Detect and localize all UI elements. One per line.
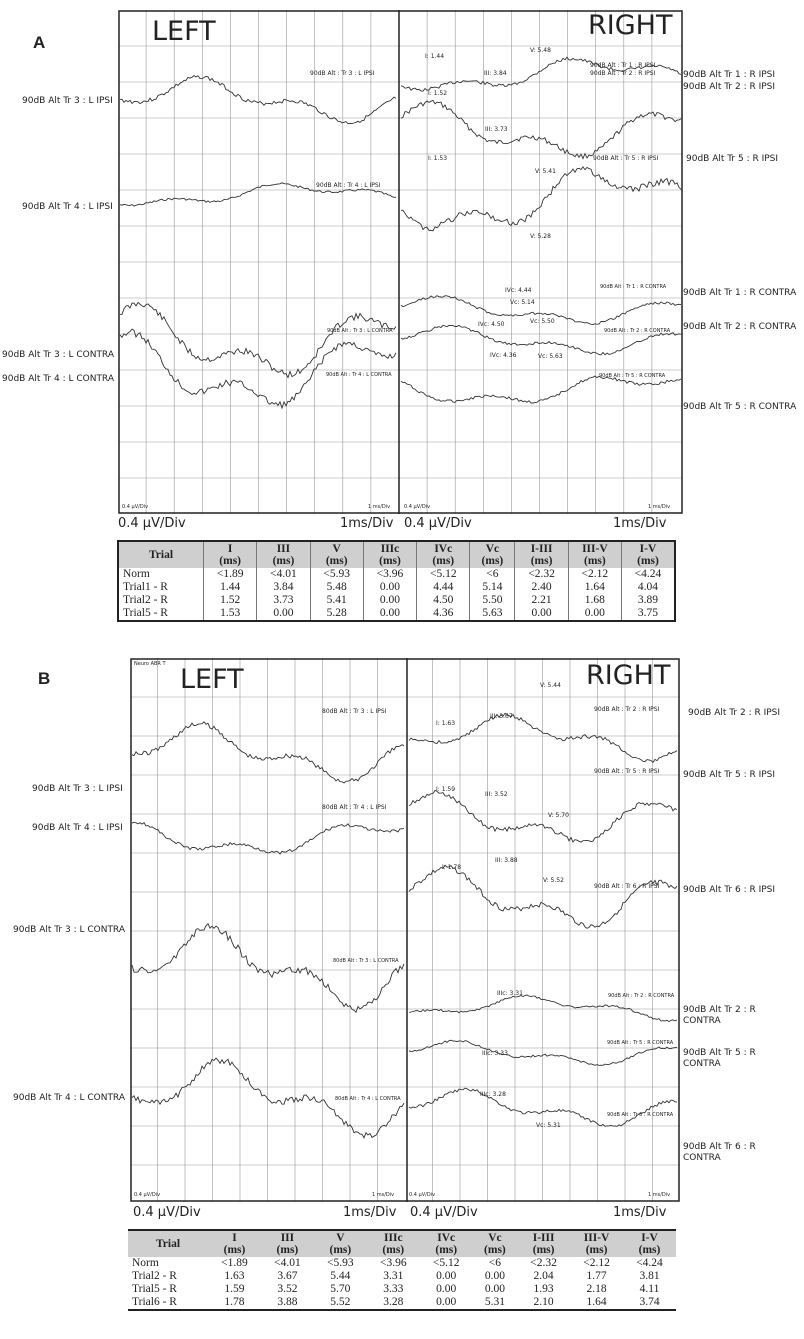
panel-b-peak-label: V: 5.44 [540,682,561,689]
panel-b-peak-label: IIIc: 3.28 [480,1091,506,1098]
table-header [367,1231,420,1257]
table-cell: 5.63 [470,607,515,620]
header-label: IIIc [384,1232,403,1244]
table-cell: 3.33 [383,1283,404,1295]
panel-a-right-label: 90dB Alt Tr 2 : R IPSI [683,82,776,92]
table-header [570,1231,623,1257]
table-header [515,542,568,568]
panel-b-right-label: 90dB Alt Tr 5 : R IPSI [683,770,776,780]
panel-a-right-label: 90dB Alt Tr 1 : R CONTRA [683,288,797,298]
header-unit: (ms) [276,1244,299,1256]
panel-a-letter: A [33,33,46,52]
table-cell: 3.75 [637,607,659,619]
table-cell: 3.67 [277,1270,298,1282]
table-cell: 0.00 [436,1270,457,1282]
table-header [119,542,204,568]
table-cell: <3.96 [379,1257,407,1269]
table-cell: 1.77 [586,1270,607,1282]
panel-a-peak-label: I: 1.53 [428,155,448,162]
table-row [119,607,674,620]
header-label: IVc [437,1232,456,1244]
panel-a-peak-label: I: 1.44 [425,53,445,60]
trace-right-contra-5 [401,376,681,403]
panel-b-peak-label: IIIc: 3.31 [497,990,523,997]
panel-a-inner-label: 90dB Alt : Tr 5 : R IPSI [593,155,659,162]
panel-b-inner-label: 80dB Alt : Tr 4 : L IPSI [322,804,387,811]
header-label: Trial [155,1238,181,1250]
trace-right-ipsi-2 [401,100,681,158]
table-cell: <1.89 [221,1257,248,1269]
panel-b-inner-label: 90dB Alt : Tr 6 : R IPSI [594,883,660,890]
panel-b-right-label: 90dB Alt Tr 2 : R CONTRA [683,1005,756,1026]
table-cell: 1.53 [204,607,257,620]
trace-left-contra-4 [120,329,396,408]
panel-a-results-table-frame [117,540,676,622]
panel-b-right-label: 90dB Alt Tr 6 : R CONTRA [683,1142,756,1163]
table-cell: Norm [132,1257,159,1269]
table-cell: 0.00 [568,607,621,620]
table-cell: 4.11 [639,1283,660,1295]
table-cell: 0.00 [436,1296,457,1308]
trace-right-ipsi-5 [401,167,681,231]
table-cell: 0.00 [363,594,416,607]
table-header [568,542,621,568]
header-unit: (ms) [530,555,553,567]
panel-a-peak-label: Vc: 5.14 [510,299,535,306]
table-row [128,1270,676,1283]
table-row [119,568,674,581]
panel-a-plot [118,10,683,514]
table-cell: 1.63 [224,1270,245,1282]
table-header [261,1231,314,1257]
panel-a-inner-label: 90dB Alt : Tr 2 : R CONTRA [604,328,671,334]
table-header [128,1231,208,1257]
panel-a-inner-label: 90dB Alt : Tr 4 : L IPSI [316,182,381,189]
table-cell: <2.32 [530,1257,557,1269]
header-label: I [227,543,233,555]
header-unit: (ms) [219,555,241,567]
panel-b-time-left: 1ms/Div [343,1205,397,1220]
table-cell: 4.36 [417,607,470,620]
panel-a-right-label: 90dB Alt Tr 5 : R CONTRA [683,402,797,412]
header-unit: (ms) [325,555,348,567]
table-header [470,542,515,568]
table-cell: 0.00 [484,1270,505,1282]
panel-a-peak-label: Vc: 5.50 [530,318,555,325]
table-cell: 2.10 [533,1296,554,1308]
panel-b-inner-label: 90dB Alt : Tr 5 : R IPSI [594,768,660,775]
table-cell: <4.24 [636,1257,663,1269]
table-cell: Trial1 - R [119,581,204,594]
header-unit: (ms) [638,1244,661,1256]
panel-a-right-title: RIGHT [588,10,673,41]
table-header [623,1231,676,1257]
panel-b-left-label: 90dB Alt Tr 3 : L CONTRA [13,925,125,935]
panel-b-results-table-frame [128,1229,676,1311]
table-row [128,1257,676,1270]
header-label: V [332,543,341,555]
trace-right-ipsi-5 [409,790,677,842]
panel-a-inner-scale: 0.4 µV/Div [404,504,431,510]
table-cell: 2.18 [586,1283,607,1295]
table-cell: 3.28 [383,1296,404,1308]
table-header [417,542,470,568]
panel-a-peak-label: IVc: 4.36 [490,352,517,359]
table-header-row [119,542,674,568]
trace-right-ipsi-6 [409,865,677,928]
table-cell: 5.14 [470,581,515,594]
trace-left-ipsi-3 [120,76,396,124]
table-row [128,1283,676,1296]
table-cell: <4.01 [257,568,310,581]
table-cell: <2.12 [583,1257,610,1269]
table-cell: <5.12 [432,1257,460,1269]
trace-right-contra-6 [409,1088,677,1126]
panel-b-peak-label: IIIc: 3.33 [482,1050,508,1057]
header-label: III [280,1232,295,1244]
panel-b-results-table [128,1231,676,1309]
panel-b-inner-label: 90dB Alt : Tr 5 : R CONTRA [607,1040,674,1046]
table-cell: 1.78 [224,1296,245,1308]
panel-b-peak-label: I: 1.59 [436,786,456,793]
panel-b-letter: B [38,669,51,688]
panel-b-scale-left: 0.4 μV/Div [133,1205,201,1220]
table-cell: 0.00 [363,607,416,620]
panel-a-left-label: 90dB Alt Tr 3 : L IPSI [22,96,113,106]
table-cell: Trial2 - R [132,1270,177,1282]
panel-b-frame [131,659,679,1201]
table-cell: 0.00 [363,581,416,594]
trace-left-contra-3 [120,302,396,377]
panel-a-left-label: 90dB Alt Tr 4 : L CONTRA [2,374,114,384]
panel-a-time-right: 1ms/Div [613,516,667,531]
panel-a-left-label: 90dB Alt Tr 4 : L IPSI [22,202,113,212]
table-cell: 2.40 [515,581,568,594]
table-cell: 3.88 [277,1296,298,1308]
panel-a-inner-label: 90dB Alt : Tr 3 : L IPSI [310,70,375,77]
panel-b-inner-time: 1 ms/Div [648,1192,671,1198]
panel-a-peak-label: V: 5.41 [535,168,556,175]
panel-b-inner-time: 1 ms/Div [372,1192,395,1198]
panel-b-peak-label: III: 3.88 [495,857,518,864]
header-unit: (ms) [379,555,401,567]
panel-b-time-right: 1ms/Div [613,1205,667,1220]
table-cell: <3.96 [363,568,416,581]
header-label: III-V [583,1232,610,1244]
table-cell: 5.50 [470,594,515,607]
table-cell: 5.52 [330,1296,351,1308]
header-label: Trial [148,549,174,561]
table-cell: 5.70 [330,1283,351,1295]
panel-b-plot [130,658,680,1202]
panel-a-traces [120,57,681,408]
table-cell: Trial5 - R [119,607,204,620]
panel-a-inner-time: 1 ms/Div [368,504,391,510]
trace-left-contra-3 [132,924,404,1013]
header-unit: (ms) [532,1244,555,1256]
table-row [128,1296,676,1309]
table-header [257,542,310,568]
table-cell: 0.00 [484,1283,505,1295]
table-cell: 1.44 [204,581,257,594]
panel-a-peak-label: I: 1.52 [428,90,448,97]
panel-a-peak-label: IVc: 4.50 [478,321,505,328]
table-cell: <4.24 [634,568,662,580]
panel-a-peak-label: IVc: 4.44 [505,287,532,294]
table-row [119,581,674,594]
table-header [314,1231,367,1257]
header-label: Vc [485,543,500,555]
panel-b-peak-label: III: 3.67 [490,713,513,720]
panel-a-peak-label: V: 5.28 [530,233,551,240]
panel-b-peak-label: I: 1.78 [442,864,462,871]
table-cell: 0.00 [515,607,568,620]
panel-a-scale-right: 0.4 μV/Div [404,516,472,531]
panel-b-right-label: 90dB Alt Tr 5 : R CONTRA [683,1048,756,1069]
panel-a-results-table [119,542,674,620]
table-cell: Trial2 - R [119,594,204,607]
header-label: I [232,1232,237,1244]
panel-b-right-label: 90dB Alt Tr 6 : R IPSI [683,885,776,895]
table-cell: 4.44 [417,581,470,594]
table-cell: 3.73 [257,594,310,607]
header-unit: (ms) [585,1244,608,1256]
table-cell: 3.81 [639,1270,660,1282]
table-cell: <5.93 [327,1257,354,1269]
header-unit: (ms) [382,1244,405,1256]
panel-a-right-label: 90dB Alt Tr 2 : R CONTRA [683,322,797,332]
table-cell: 3.52 [277,1283,298,1295]
table-cell: 4.50 [417,594,470,607]
table-header [204,542,257,568]
panel-a-peak-label: Vc: 5.63 [538,353,563,360]
trace-left-ipsi-4 [132,822,404,854]
panel-a-inner-label: 90dB Alt : Tr 4 : L CONTRA [326,372,392,378]
panel-a-right-label: 90dB Alt Tr 1 : R IPSI [683,70,776,80]
table-header [517,1231,570,1257]
panel-a-right-label: 90dB Alt Tr 5 : R IPSI [686,154,779,164]
table-cell: <6 [488,1257,502,1269]
panel-b-inner-label: 90dB Alt : Tr 6 : R CONTRA [607,1112,674,1118]
table-header [363,542,416,568]
panel-b-peak-label: V: 5.52 [543,877,564,884]
header-unit: (ms) [484,1244,506,1256]
table-cell: <1.89 [204,568,257,581]
table-cell: <4.01 [274,1257,301,1269]
table-cell: 3.84 [257,581,310,594]
header-label: IIIc [380,543,400,555]
panel-b-peak-label: III: 3.52 [485,791,508,798]
panel-b-inner-label: 80dB Alt : Tr 3 : L CONTRA [333,958,399,964]
panel-a-scale-left: 0.4 μV/Div [118,516,186,531]
header-label: I-III [530,543,553,555]
header-unit: (ms) [481,555,504,567]
table-cell: 1.64 [586,1296,607,1308]
panel-b-inner-scale: 0.4 µV/Div [409,1192,436,1198]
panel-b-device-label: Neuro ABR T [134,661,166,667]
panel-b-right-label: 90dB Alt Tr 2 : R IPSI [688,708,781,718]
table-cell: 0.00 [257,607,310,620]
header-unit: (ms) [432,555,455,567]
table-cell: 2.04 [533,1270,554,1282]
header-label: I-V [639,543,657,555]
panel-a-time-left: 1ms/Div [340,516,394,531]
panel-a-peak-label: III: 3.73 [485,126,508,133]
table-cell: 1.93 [533,1283,554,1295]
panel-b-traces [132,713,677,1138]
panel-b-peak-label: V: 5.70 [548,812,569,819]
table-cell: 3.74 [639,1296,660,1308]
panel-a-peak-label: V: 5.48 [530,47,551,54]
table-cell: 5.48 [310,581,363,594]
table-cell: 0.00 [436,1283,457,1295]
table-cell: 1.59 [224,1283,245,1295]
table-cell: 3.31 [383,1270,404,1282]
panel-a-inner-time: 1 ms/Div [648,504,671,510]
panel-a-grid [118,10,683,514]
header-label: III-V [582,543,608,555]
panel-a-inner-label: 90dB Alt : Tr 1 : R CONTRA [600,284,667,290]
panel-b-inner-label: 80dB Alt : Tr 3 : L IPSI [322,708,387,715]
trace-left-ipsi-3 [132,722,404,783]
table-header [473,1231,517,1257]
table-cell: 3.89 [637,594,659,606]
table-cell: 5.41 [310,594,363,607]
header-label: IVc [434,543,453,555]
table-row [119,594,674,607]
panel-b-inner-scale: 0.4 µV/Div [134,1192,161,1198]
panel-b-peak-label: Vc: 5.31 [536,1122,561,1129]
panel-a-peak-label: III: 3.84 [484,70,507,77]
table-header [621,542,674,568]
panel-b-scale-right: 0.4 μV/Div [410,1205,478,1220]
table-cell: <5.12 [417,568,470,581]
table-cell: 5.44 [330,1270,351,1282]
header-unit: (ms) [637,555,659,567]
table-header-row [128,1231,676,1257]
panel-b-left-label: 90dB Alt Tr 3 : L IPSI [32,784,123,794]
header-label: III [276,543,291,555]
header-unit: (ms) [223,1244,246,1256]
panel-a-inner-scale: 0.4 µV/Div [122,504,149,510]
table-header [420,1231,473,1257]
table-cell: Norm [119,568,204,581]
table-cell: 4.04 [637,581,659,593]
table-cell: <2.12 [568,568,621,581]
table-cell: 5.28 [310,607,363,620]
table-cell: <6 [470,568,515,581]
header-label: I-V [641,1232,658,1244]
table-cell: 1.64 [568,581,621,594]
table-cell: 1.68 [568,594,621,607]
table-cell: 2.21 [515,594,568,607]
panel-a-left-title: LEFT [152,16,216,47]
panel-b-inner-label: 90dB Alt : Tr 2 : R CONTRA [608,993,675,999]
table-cell: <5.93 [310,568,363,581]
header-label: Vc [488,1232,502,1244]
panel-b-inner-label: 90dB Alt : Tr 2 : R IPSI [594,706,660,713]
panel-a-inner-label: 90dB Alt : Tr 2 : R IPSI [590,70,656,77]
panel-a-inner-label: 90dB Alt : Tr 5 : R CONTRA [599,373,666,379]
panel-b-left-title: LEFT [180,664,244,695]
header-unit: (ms) [583,555,606,567]
table-cell: 1.52 [204,594,257,607]
panel-b-right-title: RIGHT [586,660,671,691]
table-cell: <2.32 [515,568,568,581]
panel-a-inner-label: 90dB Alt : Tr 1 : R IPSI [590,62,656,69]
panel-b-peak-label: I: 1.63 [436,720,456,727]
header-label: V [336,1232,345,1244]
header-unit: (ms) [272,555,295,567]
header-unit: (ms) [435,1244,458,1256]
panel-b-left-label: 90dB Alt Tr 4 : L CONTRA [13,1093,125,1103]
table-header [310,542,363,568]
table-header [208,1231,261,1257]
header-label: I-III [532,1232,555,1244]
panel-a-left-label: 90dB Alt Tr 3 : L CONTRA [2,350,114,360]
panel-b-grid [130,658,680,1202]
panel-b-inner-label: 80dB Alt : Tr 4 : L CONTRA [335,1096,401,1102]
table-cell: 5.31 [484,1296,505,1308]
panel-a-inner-label: 90dB Alt : Tr 3 : L CONTRA [327,328,393,334]
panel-b-left-label: 90dB Alt Tr 4 : L IPSI [32,823,123,833]
header-unit: (ms) [329,1244,352,1256]
table-cell: Trial6 - R [132,1296,177,1308]
table-cell: Trial5 - R [132,1283,177,1295]
